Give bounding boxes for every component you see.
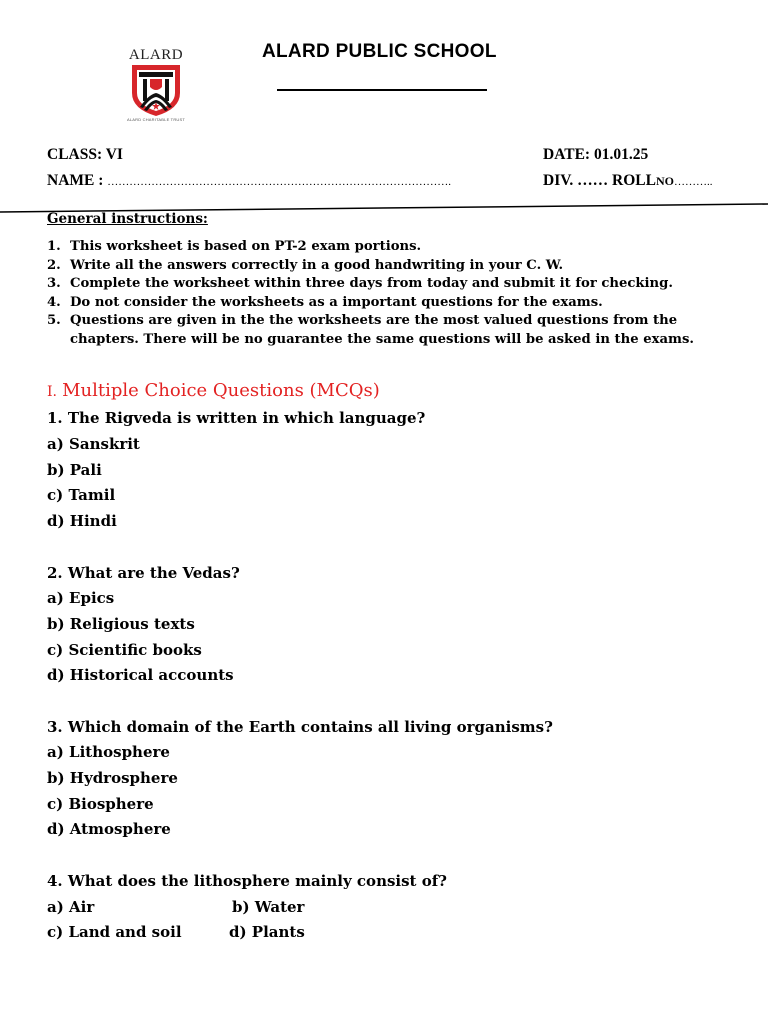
option-text: d) Historical accounts — [47, 666, 234, 684]
date-field: DATE: 01.01.25 — [543, 146, 649, 163]
option-text: a) Epics — [47, 589, 115, 607]
option-text: b) Hydrosphere — [47, 769, 178, 787]
instruction-item: 3. Complete the worksheet within three days from today and submit it for checking. — [47, 276, 673, 292]
logo-name: ALARD — [128, 47, 184, 63]
option-text: c) Land and soil — [47, 923, 182, 941]
option-text: d) Plants — [229, 923, 305, 941]
school-title: ALARD PUBLIC SCHOOL — [262, 41, 497, 62]
roll-blank: ……….. — [673, 176, 713, 188]
school-logo — [124, 47, 188, 127]
option-text: c) Biosphere — [47, 795, 154, 813]
question-text: 1. The Rigveda is written in which language? — [47, 409, 426, 427]
option-text: d) Hindi — [47, 512, 117, 530]
instruction-item: 5. Questions are given in the the worksheets are the most valued questions from the chapters. There will be no guarantee the same questions will be asked in the exams. — [47, 313, 694, 347]
roll-label: ROLL — [612, 172, 656, 189]
question-text: 3. Which domain of the Earth contains all living organisms? — [47, 718, 553, 736]
shield-icon — [128, 63, 184, 117]
section-number: I. — [47, 384, 57, 400]
question-text: 2. What are the Vedas? — [47, 564, 240, 582]
title-underline — [277, 89, 487, 91]
section-title: Multiple Choice Questions (MCQs) — [62, 380, 380, 401]
option-text: c) Scientific books — [47, 641, 202, 659]
question-text: 4. What does the lithosphere mainly consist of? — [47, 872, 447, 890]
option-text: a) Lithosphere — [47, 743, 170, 761]
name-blank: …………………………………………………………………………………. — [107, 176, 452, 188]
name-label: NAME : — [47, 172, 104, 189]
option-text: b) Religious texts — [47, 615, 195, 633]
div-roll-field — [543, 172, 712, 190]
name-field — [47, 172, 451, 190]
roll-no-label: NO — [655, 174, 674, 188]
div-label: DIV. …… — [543, 172, 609, 189]
instructions-list — [47, 238, 737, 350]
section-heading — [47, 380, 380, 401]
option-text: a) Sanskrit — [47, 435, 140, 453]
class-field: CLASS: VI — [47, 146, 123, 163]
option-text: c) Tamil — [47, 486, 116, 504]
option-text: a) Air — [47, 898, 95, 916]
option-text: b) Water — [232, 898, 305, 916]
logo-tagline: ALARD CHARITABLE TRUST — [126, 117, 186, 122]
option-text: d) Atmosphere — [47, 820, 171, 838]
instruction-item: 2. Write all the answers correctly in a good handwriting in your C. W. — [47, 257, 564, 273]
option-text: b) Pali — [47, 461, 102, 479]
instructions-heading: General instructions: — [47, 211, 208, 227]
instruction-item: 1. This worksheet is based on PT-2 exam portions. — [47, 239, 422, 254]
instruction-item: 4. Do not consider the worksheets as a important questions for the exams. — [47, 294, 603, 310]
